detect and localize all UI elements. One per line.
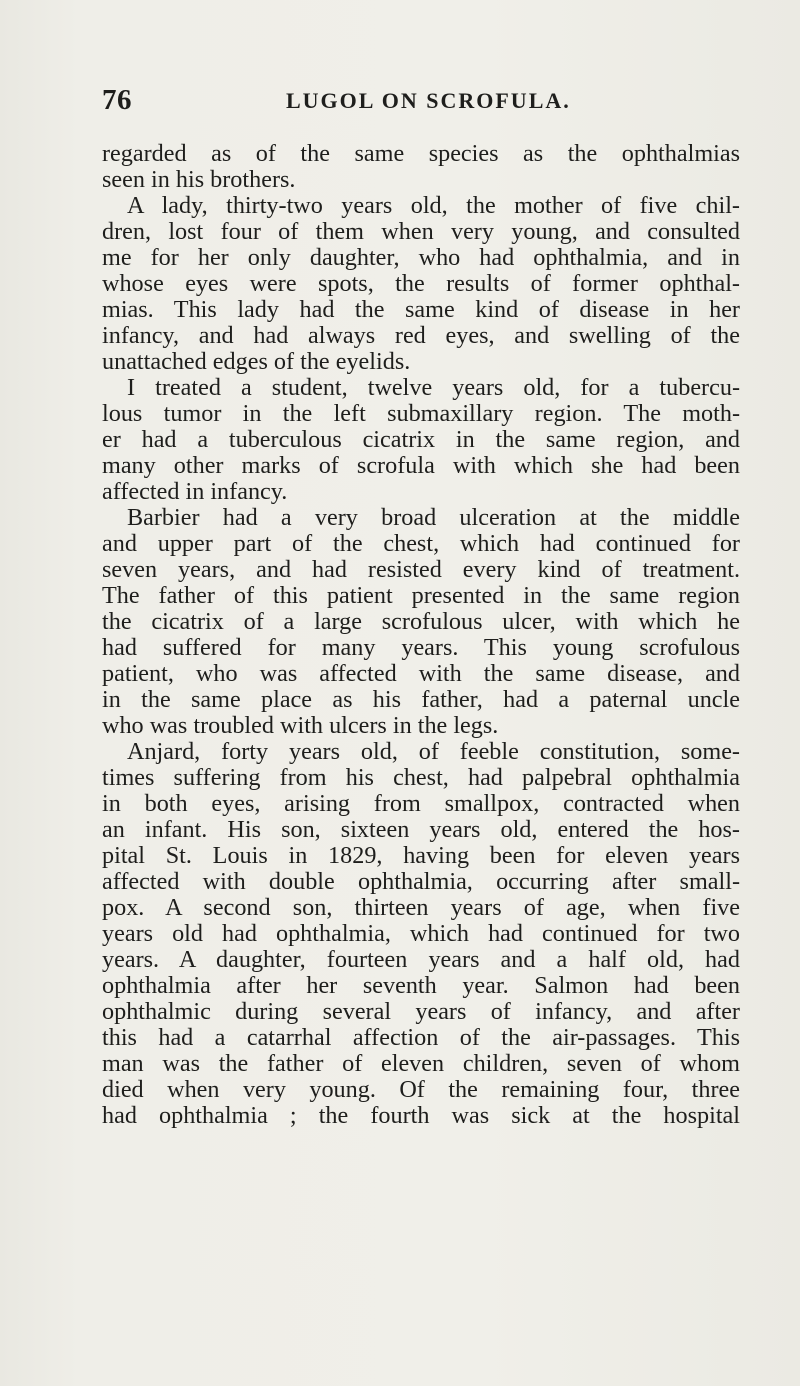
text-line: in the same place as his father, had a paternal uncle bbox=[102, 687, 740, 713]
text-line: many other marks of scrofula with which she had been bbox=[102, 453, 740, 479]
text-line: ophthalmia after her seventh year. Salmon had been bbox=[102, 973, 740, 999]
text-line: infancy, and had always red eyes, and swelling of the bbox=[102, 323, 740, 349]
running-head: LUGOL ON SCROFULA. bbox=[286, 88, 571, 113]
text-line: The father of this patient presented in the same region bbox=[102, 583, 740, 609]
text-line: affected with double ophthalmia, occurring after small- bbox=[102, 869, 740, 895]
text-line: seen in his brothers. bbox=[102, 167, 296, 193]
text-line: lous tumor in the left submaxillary region. The moth- bbox=[102, 401, 740, 427]
text-line: er had a tuberculous cicatrix in the same region, and bbox=[102, 427, 740, 453]
text-line: regarded as of the same species as the ophthalmias bbox=[102, 141, 740, 167]
text-line: had ophthalmia ; the fourth was sick at the hospital bbox=[102, 1103, 740, 1129]
text-line: an infant. His son, sixteen years old, entered the hos- bbox=[102, 817, 740, 843]
text-line: and upper part of the chest, which had continued for bbox=[102, 531, 740, 557]
text-line: had suffered for many years. This young scrofulous bbox=[102, 635, 740, 661]
text-line: pox. A second son, thirteen years of age, when five bbox=[102, 895, 740, 921]
text-line: affected in infancy. bbox=[102, 479, 288, 505]
text-line: whose eyes were spots, the results of former ophthal- bbox=[102, 271, 740, 297]
text-line: years. A daughter, fourteen years and a half old, had bbox=[102, 947, 740, 973]
text-line: ophthalmic during several years of infancy, and after bbox=[102, 999, 740, 1025]
text-line: dren, lost four of them when very young, and consulted bbox=[102, 219, 740, 245]
text-line: pital St. Louis in 1829, having been for eleven years bbox=[102, 843, 740, 869]
text-line: A lady, thirty-two years old, the mother of five chil- bbox=[127, 193, 740, 219]
text-line: unattached edges of the eyelids. bbox=[102, 349, 411, 375]
body-text bbox=[102, 141, 740, 1129]
text-line: Barbier had a very broad ulceration at the middle bbox=[127, 505, 740, 531]
text-line: patient, who was affected with the same disease, and bbox=[102, 661, 740, 687]
text-line: man was the father of eleven children, seven of whom bbox=[102, 1051, 740, 1077]
text-line: died when very young. Of the remaining four, three bbox=[102, 1077, 740, 1103]
page-header bbox=[102, 84, 742, 118]
text-line: Anjard, forty years old, of feeble constitution, some- bbox=[127, 739, 740, 765]
text-line: times suffering from his chest, had palpebral ophthalmia bbox=[102, 765, 740, 791]
text-line: who was troubled with ulcers in the legs. bbox=[102, 713, 499, 739]
text-line: mias. This lady had the same kind of disease in her bbox=[102, 297, 740, 323]
text-line: this had a catarrhal affection of the air-passages. This bbox=[102, 1025, 740, 1051]
text-line: the cicatrix of a large scrofulous ulcer, with which he bbox=[102, 609, 740, 635]
page-number: 76 bbox=[102, 84, 132, 116]
text-line: I treated a student, twelve years old, for a tubercu- bbox=[127, 375, 740, 401]
text-line: years old had ophthalmia, which had continued for two bbox=[102, 921, 740, 947]
text-line: me for her only daughter, who had ophthalmia, and in bbox=[102, 245, 740, 271]
text-line: in both eyes, arising from smallpox, contracted when bbox=[102, 791, 740, 817]
text-line: seven years, and had resisted every kind of treatment. bbox=[102, 557, 740, 583]
